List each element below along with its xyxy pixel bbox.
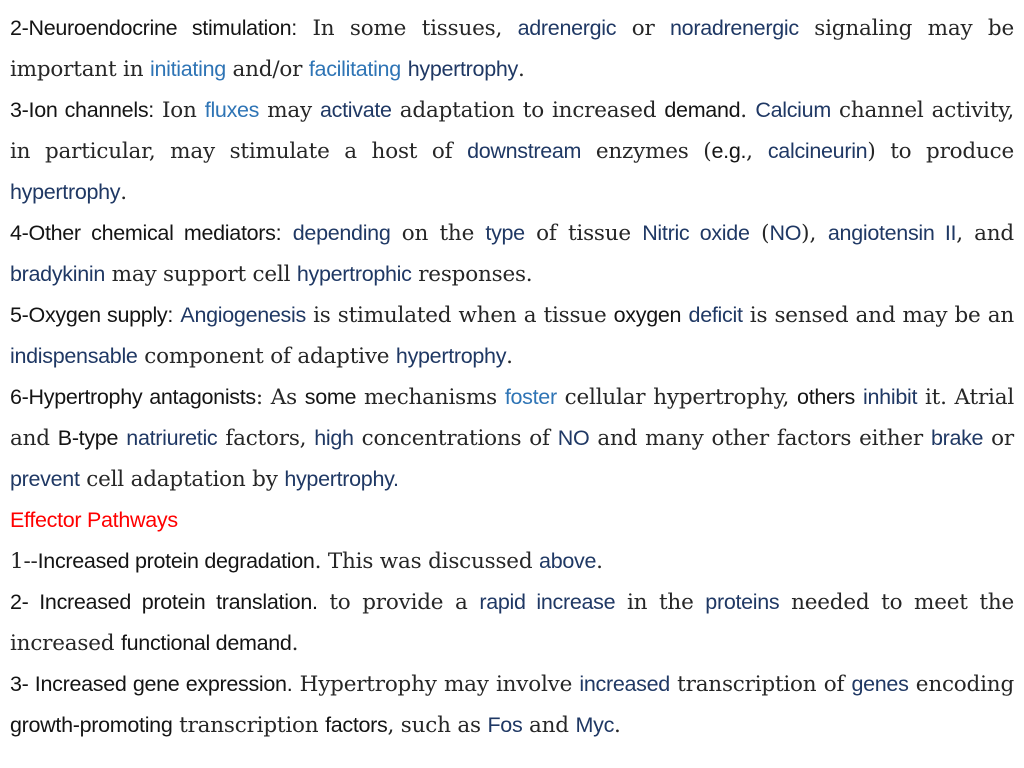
text: or <box>983 426 1015 451</box>
text: or <box>616 16 671 41</box>
text: responses. <box>411 262 533 287</box>
text <box>401 57 408 82</box>
text: . <box>596 549 603 574</box>
text: transcription <box>172 713 326 738</box>
term-fos: Fos <box>487 713 523 737</box>
heading-antagonists: 6-Hypertrophy antagonists <box>10 385 256 409</box>
term-inhibit: inhibit <box>863 385 918 409</box>
text <box>855 385 863 410</box>
term-genes: genes <box>851 672 909 696</box>
term-bradykinin: bradykinin <box>10 262 105 286</box>
term-natriuretic: natriuretic <box>126 426 218 450</box>
term-hypertrophy: hypertrophy <box>395 344 507 368</box>
text: . <box>291 631 299 656</box>
text: , <box>746 139 768 164</box>
text: , and <box>956 221 1014 246</box>
term-eg: e.g. <box>711 139 747 163</box>
term-foster: foster <box>504 385 557 409</box>
heading-chemical-mediators: 4-Other chemical mediators: <box>10 221 282 245</box>
paragraph-oxygen-supply <box>10 295 1014 377</box>
term-oxygen: oxygen <box>613 303 682 327</box>
text <box>681 303 688 328</box>
term-facilitating: facilitating <box>308 57 401 81</box>
term-initiating: initiating <box>150 57 226 81</box>
term-demand: demand <box>664 98 741 122</box>
term-angiotensin: angiotensin II <box>827 221 957 245</box>
term-downstream: downstream <box>467 139 582 163</box>
paragraph-protein-degradation <box>10 541 1014 582</box>
text: signaling may be important in <box>10 16 1014 82</box>
term-no: NO <box>769 221 802 245</box>
term-type: type <box>485 221 525 245</box>
text: channel activity, in particular, may stimulate a host of <box>10 98 1015 164</box>
heading-gene-expression: 3- Increased gene expression. <box>10 672 293 696</box>
term-calcineurin: calcineurin <box>767 139 868 163</box>
term-deficit: deficit <box>688 303 743 327</box>
text: in the <box>615 590 706 615</box>
heading-protein-degradation: Increased protein degradation <box>37 549 315 573</box>
text: . <box>740 98 756 123</box>
document-page <box>10 8 1014 746</box>
text: is stimulated when a tissue <box>305 303 614 328</box>
term-prevent: prevent <box>10 467 80 491</box>
term-high: high <box>314 426 354 450</box>
heading-protein-translation: 2- Increased protein translation. <box>10 590 318 614</box>
paragraph-antagonists <box>10 377 1014 500</box>
text: on the <box>390 221 486 246</box>
term-adrenergic: adrenergic <box>517 16 617 40</box>
term-growth-promoting: growth-promoting <box>10 713 173 737</box>
term-activate: activate <box>320 98 392 122</box>
text <box>281 221 293 246</box>
text: Hypertrophy may involve <box>292 672 580 697</box>
term-hypertrophic: hypertrophic <box>296 262 412 286</box>
text: cellular hypertrophy, <box>556 385 798 410</box>
text: . <box>506 344 514 369</box>
text: factors, <box>217 426 315 451</box>
term-depending: depending <box>292 221 391 245</box>
term-calcium: Calcium <box>755 98 831 122</box>
term-no: NO <box>557 426 590 450</box>
paragraph-gene-expression <box>10 664 1014 746</box>
term-functional-demand: functional demand <box>120 631 292 655</box>
paragraph-chemical-mediators <box>10 213 1014 295</box>
term-b-type: B-type <box>57 426 119 450</box>
section-heading: Effector Pathways <box>10 508 178 532</box>
text: . <box>517 57 525 82</box>
term-fluxes: fluxes <box>204 98 260 122</box>
text: cell adaptation by <box>79 467 285 492</box>
heading-oxygen-supply: 5-Oxygen supply: <box>10 303 174 327</box>
text: and/or <box>225 57 309 82</box>
text: enzymes ( <box>581 139 712 164</box>
paragraph-ion-channels <box>10 90 1014 213</box>
term-proteins: proteins <box>705 590 780 614</box>
text: concentrations of <box>353 426 558 451</box>
text: : As <box>255 385 305 410</box>
term-others: others <box>797 385 855 409</box>
term-angiogenesis: Angiogenesis <box>180 303 306 327</box>
list-prefix: 1-- <box>10 549 38 574</box>
term-some: some <box>304 385 357 409</box>
term-indispensable: indispensable <box>10 344 138 368</box>
text: ) to produce <box>867 139 1015 164</box>
term-above: above <box>539 549 597 573</box>
text: and many other factors either <box>589 426 931 451</box>
text: In some tissues, <box>296 16 518 41</box>
heading-neuroendocrine: 2-Neuroendocrine stimulation: <box>10 16 297 40</box>
text: of tissue <box>524 221 643 246</box>
text: transcription of <box>669 672 852 697</box>
text: encoding <box>908 672 1015 697</box>
text: , such as <box>387 713 488 738</box>
text: ( <box>749 221 770 246</box>
text: may <box>259 98 321 123</box>
term-brake: brake <box>930 426 984 450</box>
term-hypertrophy: hypertrophy <box>10 180 121 204</box>
term-noradrenergic: noradrenergic <box>670 16 799 40</box>
text: is sensed and may be an <box>742 303 1014 328</box>
text: adaptation to increased <box>391 98 665 123</box>
text: . <box>120 180 128 205</box>
text: to provide a <box>317 590 480 615</box>
section-heading-effector-pathways <box>10 500 1014 541</box>
text: and <box>522 713 576 738</box>
text: ), <box>801 221 828 246</box>
term-increased: increased <box>579 672 670 696</box>
text: it. Atrial and <box>10 385 1014 451</box>
paragraph-neuroendocrine <box>10 8 1014 90</box>
term-factors: factors <box>325 713 388 737</box>
text: component of adaptive <box>137 344 396 369</box>
text: needed to meet the increased <box>10 590 1014 656</box>
text: mechanisms <box>356 385 505 410</box>
paragraph-protein-translation <box>10 582 1014 664</box>
text: may support cell <box>105 262 297 287</box>
term-rapid-increase: rapid increase <box>479 590 616 614</box>
term-nitric-oxide: Nitric oxide <box>642 221 750 245</box>
heading-ion-channels: 3-Ion channels: <box>10 98 154 122</box>
text: Ion <box>153 98 205 123</box>
text: . This was discussed <box>314 549 540 574</box>
term-myc: Myc <box>575 713 615 737</box>
term-hypertrophy: hypertrophy. <box>284 467 399 491</box>
term-hypertrophy: hypertrophy <box>407 57 518 81</box>
text: . <box>614 713 621 738</box>
